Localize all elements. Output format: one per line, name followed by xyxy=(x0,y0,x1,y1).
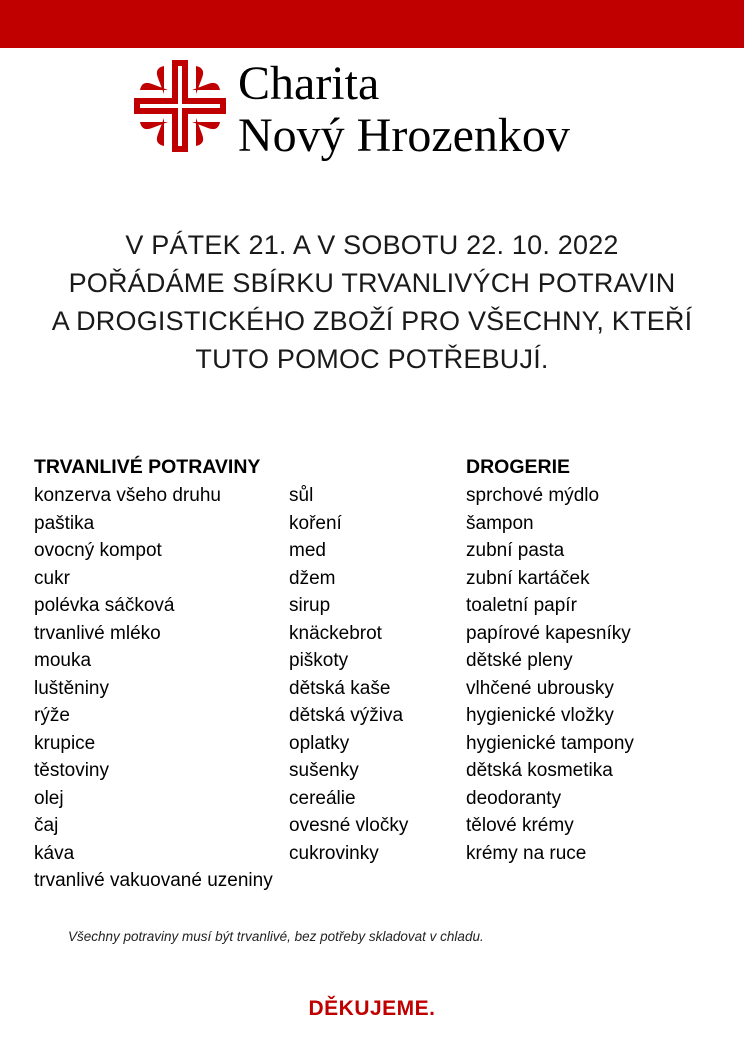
organization-name xyxy=(238,58,570,162)
list-item: mouka xyxy=(34,650,92,671)
list-item: oplatky xyxy=(289,732,350,754)
list-item: krémy na ruce xyxy=(466,842,587,864)
list-item: trvanlivé vakuované uzeniny xyxy=(34,870,273,891)
list-item: knäckebrot xyxy=(289,622,382,644)
list-item: rýže xyxy=(34,705,70,726)
food-list-2 xyxy=(289,482,408,867)
list-item: dětská výživa xyxy=(289,705,404,726)
list-item: dětská kosmetika xyxy=(466,760,613,781)
list-item: dětská kaše xyxy=(289,677,391,699)
headline-line1: V PÁTEK 21. A V SOBOTU 22. 10. 2022 xyxy=(125,230,619,260)
list-item: konzerva všeho druhu xyxy=(34,485,221,506)
list-item: piškoty xyxy=(289,650,349,671)
list-item: olej xyxy=(34,787,64,809)
list-item: ovesné vločky xyxy=(289,815,409,836)
org-name-line1: Charita xyxy=(238,57,380,110)
list-item: čaj xyxy=(34,815,59,836)
top-red-bar xyxy=(0,0,744,48)
list-item: med xyxy=(289,540,326,561)
list-item: džem xyxy=(289,567,336,589)
list-item: zubní pasta xyxy=(466,540,565,561)
drugstore-list xyxy=(466,482,634,867)
list-item: hygienické vložky xyxy=(466,705,614,726)
storage-note: Všechny potraviny musí být trvanlivé, bez potřeby skladovat v chladu. xyxy=(68,929,484,944)
headline-line4: TUTO POMOC POTŘEBUJÍ. xyxy=(195,344,549,374)
list-item: trvanlivé mléko xyxy=(34,622,161,644)
drugstore-column xyxy=(466,452,634,867)
list-item: krupice xyxy=(34,732,96,754)
list-item: cukr xyxy=(34,567,70,589)
list-item: polévka sáčková xyxy=(34,595,175,616)
list-item: deodoranty xyxy=(466,787,562,809)
list-item: cukrovinky xyxy=(289,842,379,864)
list-item: papírové kapesníky xyxy=(466,622,631,644)
list-item: sušenky xyxy=(289,760,359,781)
list-item: ovocný kompot xyxy=(34,540,162,561)
list-item: káva xyxy=(34,842,75,864)
announcement-headline xyxy=(0,226,744,378)
list-item: cereálie xyxy=(289,787,356,809)
caritas-cross-icon xyxy=(134,60,226,152)
list-item: sůl xyxy=(289,485,314,506)
headline-line3: A DROGISTICKÉHO ZBOŽÍ PRO VŠECHNY, KTEŘÍ xyxy=(51,306,693,336)
list-item: tělové krémy xyxy=(466,815,574,836)
food-list-1 xyxy=(34,482,273,895)
thank-you-text: DĚKUJEME. xyxy=(308,997,436,1020)
list-item: dětské pleny xyxy=(466,650,573,671)
list-item: sprchové mýdlo xyxy=(466,485,600,506)
list-item: těstoviny xyxy=(34,760,109,781)
list-item: zubní kartáček xyxy=(466,567,590,589)
list-item: koření xyxy=(289,512,342,534)
list-item: toaletní papír xyxy=(466,595,577,616)
list-item: paštika xyxy=(34,512,95,534)
headline-line2: POŘÁDÁME SBÍRKU TRVANLIVÝCH POTRAVIN xyxy=(68,268,676,298)
food-heading: TRVANLIVÉ POTRAVINY xyxy=(34,456,261,478)
food-column-1 xyxy=(34,452,273,895)
list-item: sirup xyxy=(289,595,331,616)
food-column-2 xyxy=(289,482,408,867)
list-item: luštěniny xyxy=(34,677,109,699)
list-item: hygienické tampony xyxy=(466,732,634,754)
drugstore-heading: DROGERIE xyxy=(466,456,571,478)
list-item: šampon xyxy=(466,512,534,534)
list-item: vlhčené ubrousky xyxy=(466,677,614,699)
org-name-line2: Nový Hrozenkov xyxy=(238,109,570,162)
